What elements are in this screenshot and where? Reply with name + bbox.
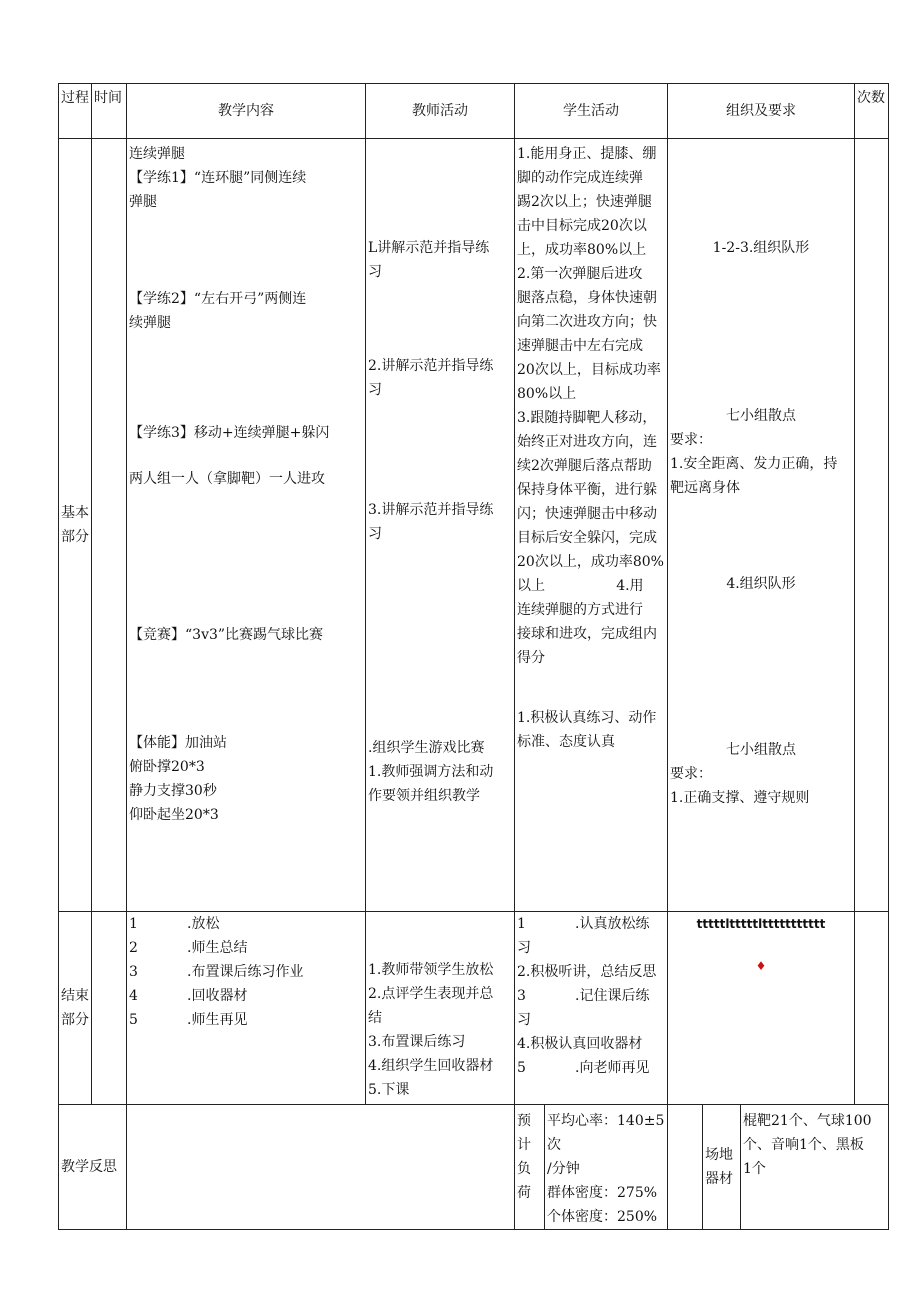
org-o3: 4.组织队形 bbox=[726, 576, 796, 592]
student-line: 2.第一次弹腿后进攻 bbox=[517, 266, 643, 282]
student-line: 上，成功率80%以上 bbox=[517, 242, 647, 258]
end-student-l3b: 习 bbox=[517, 1012, 531, 1028]
content-plank: 静力支撑30秒 bbox=[129, 783, 217, 799]
end-student-l4: 4.积极认真回收器材 bbox=[517, 1036, 643, 1052]
heart-rate-a: 平均心率：140±5次 bbox=[547, 1113, 665, 1153]
student-line: 得分 bbox=[517, 650, 545, 666]
heart-rate-b: /分钟 bbox=[547, 1161, 580, 1177]
ending-item-number: 5 bbox=[129, 1012, 138, 1028]
student-s5-b: 标准、态度认真 bbox=[517, 734, 615, 750]
end-student-l1 bbox=[517, 912, 665, 936]
teacher-t1-b: 习 bbox=[368, 264, 382, 280]
formation-marks: tttttltttttlttttttttttt bbox=[696, 917, 826, 931]
load-label-char: 荷 bbox=[517, 1185, 531, 1201]
end-student-l5-num: 5 bbox=[517, 1060, 526, 1076]
ending-item-text: .放松 bbox=[187, 916, 220, 932]
ending-part-label bbox=[59, 912, 92, 1105]
reflection-cell bbox=[127, 1105, 515, 1230]
equipment-a: 棍靶21个、气球100 bbox=[743, 1113, 872, 1129]
student-line: 接球和进攻，完成组内 bbox=[517, 626, 657, 642]
basic-count-cell bbox=[855, 139, 889, 912]
org-o4-req: 要求： bbox=[670, 766, 712, 782]
content-contest: 【竞赛】“3v3”比赛踢气球比赛 bbox=[129, 627, 324, 643]
org-o2-req: 要求： bbox=[670, 432, 712, 448]
org-o2-r1a: 1.安全距离、发力正确，持 bbox=[670, 456, 838, 472]
content-fitness: 【体能】加油站 bbox=[129, 735, 227, 751]
load-label-cell bbox=[515, 1105, 545, 1230]
venue-label-a: 场地 bbox=[705, 1147, 733, 1163]
end-teacher-l2a: 2.点评学生表现并总 bbox=[368, 986, 494, 1002]
ending-count-cell bbox=[855, 912, 889, 1105]
header-process: 过程 bbox=[59, 84, 92, 139]
teacher-t5-a: 1.教师强调方法和动 bbox=[368, 764, 494, 780]
load-label-char: 计 bbox=[517, 1137, 531, 1153]
student-line: 速弹腿击中左右完成 bbox=[517, 338, 643, 354]
equipment-b: 个、音响1个、黑板 bbox=[743, 1137, 864, 1153]
ending-content-list bbox=[129, 912, 363, 1032]
header-teacher: 教师活动 bbox=[366, 84, 515, 139]
basic-content-cell bbox=[127, 139, 366, 912]
basic-student-cell bbox=[515, 139, 668, 912]
student-lines bbox=[517, 142, 665, 670]
ending-content-item bbox=[129, 1008, 363, 1032]
student-line: 向第二次进攻方向；快 bbox=[517, 314, 657, 330]
ending-label-1: 结束 bbox=[61, 988, 89, 1004]
end-student-l5-text: .向老师再见 bbox=[575, 1060, 650, 1076]
teacher-t2-a: 2.讲解示范并指导练 bbox=[368, 358, 494, 374]
student-line: 保持身体平衡，进行躲 bbox=[517, 482, 657, 498]
student-s5-a: 1.积极认真练习、动作 bbox=[517, 710, 657, 726]
ending-item-number: 4 bbox=[129, 988, 138, 1004]
student-line: 80%以上 bbox=[517, 386, 577, 402]
ending-label-2: 部分 bbox=[61, 1012, 89, 1028]
individual-density: 个体密度：250% bbox=[547, 1209, 658, 1225]
teacher-position-icon: ♦ bbox=[755, 959, 767, 973]
content-intro: 连续弹腿 bbox=[129, 146, 185, 162]
load-label-char: 预 bbox=[517, 1113, 531, 1129]
ending-content-item bbox=[129, 960, 363, 984]
ending-content-item bbox=[129, 984, 363, 1008]
end-student-l2: 2.积极听讲，总结反思 bbox=[517, 964, 657, 980]
load-label-char: 负 bbox=[517, 1161, 531, 1177]
student-line: 始终正对进攻方向，连 bbox=[517, 434, 657, 450]
org-o2: 七小组散点 bbox=[726, 408, 796, 424]
ending-org-cell bbox=[668, 912, 855, 1105]
content-drill1-a: 【学练1】“连环腿”同侧连续 bbox=[129, 170, 307, 186]
student-line: 3.跟随持脚靶人移动， bbox=[517, 410, 657, 426]
student-line: 续2次弹腿后落点帮助 bbox=[517, 458, 652, 474]
ending-time-cell bbox=[92, 912, 127, 1105]
content-pushups: 俯卧撑20*3 bbox=[129, 759, 205, 775]
reflection-label: 教学反思 bbox=[59, 1105, 127, 1230]
header-content: 教学内容 bbox=[127, 84, 366, 139]
ending-content-item bbox=[129, 912, 363, 936]
footer-spacer-cell bbox=[668, 1105, 703, 1230]
end-student-l3-text: .记住课后练 bbox=[575, 988, 650, 1004]
basic-part-label bbox=[59, 139, 92, 912]
ending-item-number: 2 bbox=[129, 940, 138, 956]
teacher-t2-b: 习 bbox=[368, 382, 382, 398]
load-values-cell bbox=[545, 1105, 668, 1230]
student-line: 闪；快速弹腿击中移动 bbox=[517, 506, 657, 522]
student-line: 连续弹腿的方式进行 bbox=[517, 602, 643, 618]
ending-student-cell bbox=[515, 912, 668, 1105]
lesson-plan-table bbox=[58, 83, 889, 1230]
load-label bbox=[517, 1109, 542, 1205]
venue-label-cell bbox=[703, 1105, 741, 1230]
ending-item-number: 3 bbox=[129, 964, 138, 980]
basic-org-cell bbox=[668, 139, 855, 912]
content-drill3: 【学练3】移动+连续弹腿+躲闪 bbox=[129, 425, 330, 441]
teacher-t1-a: L讲解示范并指导练 bbox=[368, 240, 490, 256]
end-student-l3 bbox=[517, 984, 665, 1008]
student-line: 目标后安全躲闪，完成 bbox=[517, 530, 657, 546]
content-drill2-a: 【学练2】“左右开弓”两侧连 bbox=[129, 291, 307, 307]
end-student-l3-num: 3 bbox=[517, 988, 526, 1004]
basic-label-1: 基本 bbox=[61, 505, 89, 521]
header-student: 学生活动 bbox=[515, 84, 668, 139]
student-line: 20次以上，目标成功率 bbox=[517, 362, 661, 378]
equipment-c: 1个 bbox=[743, 1161, 766, 1177]
student-line: 腿落点稳，身体快速朝 bbox=[517, 290, 657, 306]
content-pair: 两人组一人（拿脚靶）一人进攻 bbox=[129, 471, 325, 487]
student-line: 踢2次以上；快速弹腿 bbox=[517, 194, 652, 210]
content-drill1-b: 弹腿 bbox=[129, 194, 157, 210]
ending-item-text: .回收器材 bbox=[187, 988, 248, 1004]
ending-item-number: 1 bbox=[129, 916, 138, 932]
end-teacher-l4: 4.组织学生回收器材 bbox=[368, 1058, 494, 1074]
end-teacher-l1: 1.教师带领学生放松 bbox=[368, 962, 494, 978]
teacher-t3-a: 3.讲解示范并指导练 bbox=[368, 502, 494, 518]
header-time: 时间 bbox=[92, 84, 127, 139]
student-line: 击中目标完成20次以 bbox=[517, 218, 647, 234]
end-teacher-l5: 5.下课 bbox=[368, 1082, 410, 1098]
basic-part-row bbox=[59, 139, 889, 912]
header-count: 次数 bbox=[855, 84, 889, 139]
student-line: 20次以上，成功率80% bbox=[517, 554, 664, 570]
footer-row bbox=[59, 1105, 889, 1230]
ending-part-row bbox=[59, 912, 889, 1105]
group-density: 群体密度：275% bbox=[547, 1185, 658, 1201]
end-teacher-l2b: 结 bbox=[368, 1010, 382, 1026]
ending-content-cell bbox=[127, 912, 366, 1105]
end-student-l5 bbox=[517, 1056, 665, 1080]
ending-item-text: .师生再见 bbox=[187, 1012, 248, 1028]
ending-content-item bbox=[129, 936, 363, 960]
student-line: 脚的动作完成连续弹 bbox=[517, 170, 643, 186]
header-organization: 组织及要求 bbox=[668, 84, 855, 139]
org-o2-r1b: 靶远离身体 bbox=[670, 480, 740, 496]
teacher-t4: .组织学生游戏比赛 bbox=[368, 740, 485, 756]
basic-teacher-cell bbox=[366, 139, 515, 912]
header-row bbox=[59, 84, 889, 139]
ending-item-text: .师生总结 bbox=[187, 940, 248, 956]
equipment-cell bbox=[741, 1105, 889, 1230]
ending-item-text: .布置课后练习作业 bbox=[187, 964, 304, 980]
student-line: 以上 4.用 bbox=[517, 578, 644, 594]
end-teacher-l3: 3.布置课后练习 bbox=[368, 1034, 466, 1050]
teacher-t5-b: 作要领并组织教学 bbox=[368, 788, 480, 804]
end-student-l1-text: .认真放松练 bbox=[575, 916, 650, 932]
student-line: 1.能用身正、提膝、绷 bbox=[517, 146, 657, 162]
ending-teacher-cell bbox=[366, 912, 515, 1105]
content-drill2-b: 续弹腿 bbox=[129, 315, 171, 331]
org-o4-r1: 1.正确支撑、遵守规则 bbox=[670, 790, 810, 806]
end-student-l1b: 习 bbox=[517, 940, 531, 956]
content-situps: 仰卧起坐20*3 bbox=[129, 807, 219, 823]
end-student-l1-num: 1 bbox=[517, 916, 526, 932]
venue-label-b: 器材 bbox=[705, 1171, 733, 1187]
basic-time-cell bbox=[92, 139, 127, 912]
org-o4: 七小组散点 bbox=[726, 742, 796, 758]
basic-label-2: 部分 bbox=[61, 529, 89, 545]
org-o1: 1-2-3.组织队形 bbox=[712, 240, 810, 256]
teacher-t3-b: 习 bbox=[368, 526, 382, 542]
